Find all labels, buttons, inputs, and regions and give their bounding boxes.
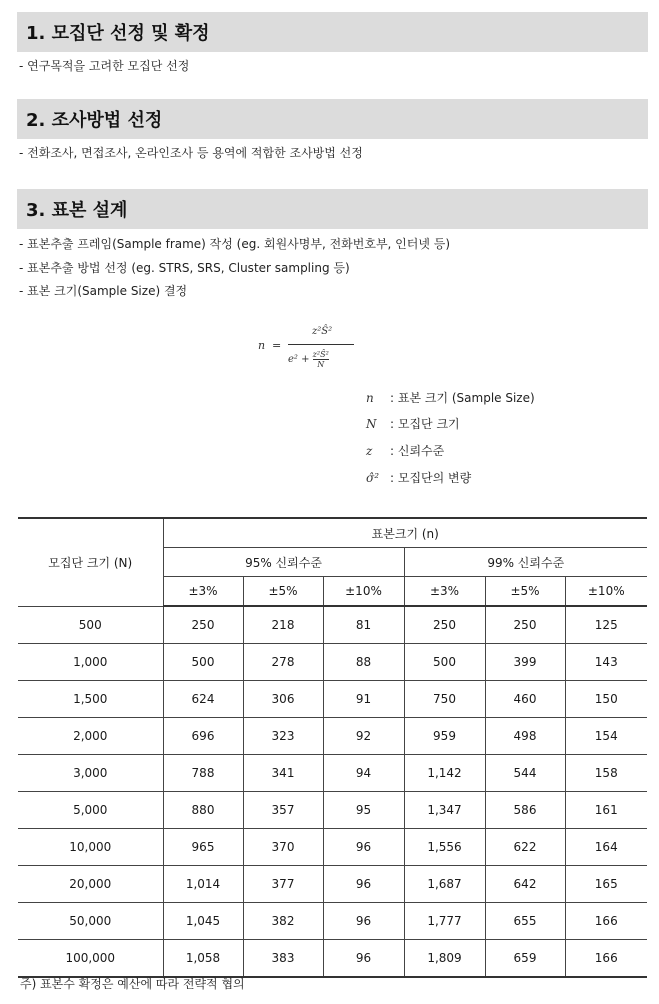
sample-size-cell: 965 xyxy=(163,829,243,866)
sample-size-cell: 500 xyxy=(404,644,485,681)
sample-size-cell: 158 xyxy=(565,755,647,792)
sample-size-cell: 323 xyxy=(243,718,323,755)
sample-size-cell: 250 xyxy=(163,606,243,644)
population-size-cell: 500 xyxy=(18,606,163,644)
table-row xyxy=(18,644,647,681)
population-size-cell: 1,500 xyxy=(18,681,163,718)
section-3-line-3: - 표본 크기(Sample Size) 결정 xyxy=(19,284,188,298)
population-size-cell: 2,000 xyxy=(18,718,163,755)
sample-size-cell: 750 xyxy=(404,681,485,718)
table-row xyxy=(18,866,647,903)
sample-size-cell: 250 xyxy=(485,606,565,644)
sample-size-cell: 357 xyxy=(243,792,323,829)
legend-symbol: σ̂² xyxy=(366,471,380,485)
confidence-95-header: 95% 신뢰수준 xyxy=(163,548,404,577)
sample-size-cell: 166 xyxy=(565,940,647,978)
table-row xyxy=(18,681,647,718)
sample-size-cell: 81 xyxy=(323,606,404,644)
section-2-line-1: - 전화조사, 면접조사, 온라인조사 등 용역에 적합한 조사방법 선정 xyxy=(19,146,363,160)
population-size-cell: 5,000 xyxy=(18,792,163,829)
population-size-cell: 100,000 xyxy=(18,940,163,978)
sample-size-cell: 624 xyxy=(163,681,243,718)
table-row xyxy=(18,606,647,644)
formula-inner-top: z²Ŝ² xyxy=(312,350,329,359)
sample-size-cell: 586 xyxy=(485,792,565,829)
sample-size-cell: 165 xyxy=(565,866,647,903)
sample-size-cell: 91 xyxy=(323,681,404,718)
sample-size-cell: 655 xyxy=(485,903,565,940)
population-size-header: 모집단 크기 (N) xyxy=(18,518,163,606)
sample-size-cell: 1,777 xyxy=(404,903,485,940)
sample-size-cell: 278 xyxy=(243,644,323,681)
margin-header: ±10% xyxy=(565,577,647,607)
margin-header: ±3% xyxy=(163,577,243,607)
population-size-cell: 1,000 xyxy=(18,644,163,681)
table-row xyxy=(18,940,647,978)
margin-header: ±5% xyxy=(243,577,323,607)
footnote: 주) 표본수 확정은 예산에 따라 전략적 협의 xyxy=(20,977,245,991)
sample-size-cell: 306 xyxy=(243,681,323,718)
legend-item-variance xyxy=(366,469,471,486)
population-size-cell: 20,000 xyxy=(18,866,163,903)
table-row xyxy=(18,903,647,940)
table-row xyxy=(18,755,647,792)
sample-size-cell: 1,142 xyxy=(404,755,485,792)
sample-size-cell: 218 xyxy=(243,606,323,644)
formula-inner-bottom: N xyxy=(313,359,329,369)
sample-size-cell: 1,556 xyxy=(404,829,485,866)
section-2-heading: 2. 조사방법 선정 xyxy=(17,99,648,139)
formula-fraction-bar xyxy=(288,344,354,345)
population-size-cell: 3,000 xyxy=(18,755,163,792)
sample-size-cell: 88 xyxy=(323,644,404,681)
table-row xyxy=(18,718,647,755)
section-3-heading: 3. 표본 설계 xyxy=(17,189,648,229)
sample-size-cell: 125 xyxy=(565,606,647,644)
section-3-line-2: - 표본추출 방법 선정 (eg. STRS, SRS, Cluster sampling 등) xyxy=(19,261,350,275)
confidence-99-header: 99% 신뢰수준 xyxy=(404,548,647,577)
sample-size-cell: 399 xyxy=(485,644,565,681)
sample-size-cell: 250 xyxy=(404,606,485,644)
population-size-cell: 10,000 xyxy=(18,829,163,866)
sample-size-cell: 1,014 xyxy=(163,866,243,903)
sample-size-cell: 1,058 xyxy=(163,940,243,978)
sample-size-cell: 1,809 xyxy=(404,940,485,978)
sample-size-cell: 1,687 xyxy=(404,866,485,903)
sample-size-cell: 959 xyxy=(404,718,485,755)
sample-size-cell: 92 xyxy=(323,718,404,755)
sample-size-cell: 96 xyxy=(323,940,404,978)
sample-size-cell: 377 xyxy=(243,866,323,903)
sample-size-cell: 96 xyxy=(323,903,404,940)
formula-denominator xyxy=(288,350,329,369)
sample-size-cell: 788 xyxy=(163,755,243,792)
sample-size-cell: 544 xyxy=(485,755,565,792)
legend-symbol: n xyxy=(366,391,374,405)
sample-size-cell: 96 xyxy=(323,829,404,866)
legend-text: : 신뢰수준 xyxy=(390,444,445,458)
table-row xyxy=(18,829,647,866)
formula-equals: = xyxy=(272,339,282,352)
sample-size-cell: 166 xyxy=(565,903,647,940)
sample-size-cell: 696 xyxy=(163,718,243,755)
margin-header: ±10% xyxy=(323,577,404,607)
sample-size-cell: 383 xyxy=(243,940,323,978)
sample-size-cell: 622 xyxy=(485,829,565,866)
table-row xyxy=(18,792,647,829)
population-size-cell: 50,000 xyxy=(18,903,163,940)
formula-inner-fraction xyxy=(313,350,329,369)
sample-size-cell: 498 xyxy=(485,718,565,755)
sample-size-cell: 659 xyxy=(485,940,565,978)
sample-size-cell: 164 xyxy=(565,829,647,866)
legend-text: : 모집단 크기 xyxy=(390,417,460,431)
sample-size-table xyxy=(18,517,647,978)
sample-size-cell: 460 xyxy=(485,681,565,718)
sample-size-cell: 150 xyxy=(565,681,647,718)
sample-size-cell: 1,347 xyxy=(404,792,485,829)
sample-size-cell: 1,045 xyxy=(163,903,243,940)
formula-lhs: n xyxy=(258,339,266,352)
sample-size-cell: 94 xyxy=(323,755,404,792)
sample-size-cell: 95 xyxy=(323,792,404,829)
legend-symbol: N xyxy=(366,417,377,431)
sample-size-cell: 642 xyxy=(485,866,565,903)
legend-text: : 표본 크기 (Sample Size) xyxy=(390,391,535,405)
sample-size-cell: 154 xyxy=(565,718,647,755)
section-1-heading: 1. 모집단 선정 및 확정 xyxy=(17,12,648,52)
sample-size-cell: 143 xyxy=(565,644,647,681)
section-1-line-1: - 연구목적을 고려한 모집단 선정 xyxy=(19,59,190,73)
sample-size-cell: 341 xyxy=(243,755,323,792)
sample-size-cell: 880 xyxy=(163,792,243,829)
legend-text: : 모집단의 변량 xyxy=(390,471,472,485)
sample-size-cell: 370 xyxy=(243,829,323,866)
formula-denominator-left: e² + xyxy=(288,354,310,365)
sample-size-formula xyxy=(258,326,378,374)
margin-header: ±3% xyxy=(404,577,485,607)
section-3-line-1: - 표본추출 프레임(Sample frame) 작성 (eg. 회원사명부, 전화번호부, 인터넷 등) xyxy=(19,237,451,251)
legend-item-N xyxy=(366,415,460,432)
sample-size-cell: 96 xyxy=(323,866,404,903)
legend-item-n xyxy=(366,389,535,406)
table-header-row xyxy=(18,518,647,548)
formula-numerator: z²Ŝ² xyxy=(312,326,333,337)
sample-size-header: 표본크기 (n) xyxy=(163,518,647,548)
legend-symbol: z xyxy=(366,444,373,458)
sample-size-cell: 382 xyxy=(243,903,323,940)
sample-size-cell: 500 xyxy=(163,644,243,681)
legend-item-z xyxy=(366,442,444,459)
sample-size-cell: 161 xyxy=(565,792,647,829)
margin-header: ±5% xyxy=(485,577,565,607)
